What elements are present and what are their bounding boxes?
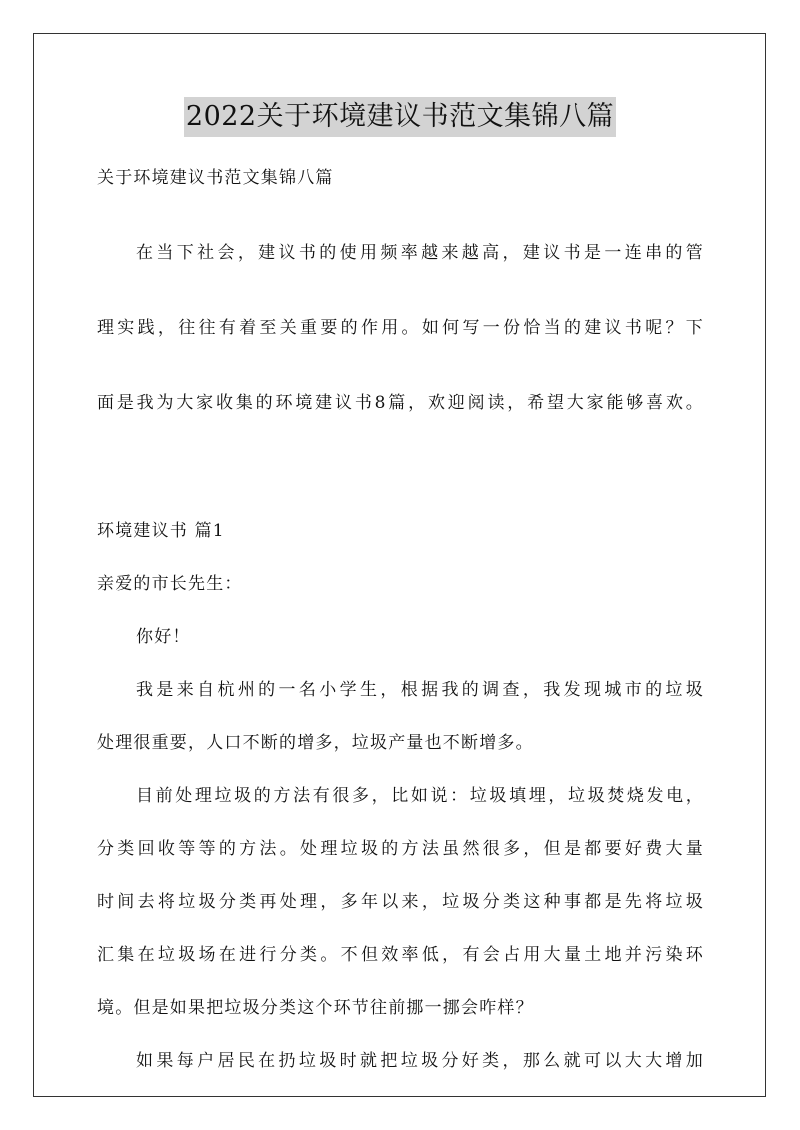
intro-line: 理实践，往往有着至关重要的作用。如何写一份恰当的建议书呢？下 [97,318,704,338]
section-heading: 环境建议书 篇1 [97,521,225,541]
intro-line: 面是我为大家收集的环境建议书8篇，欢迎阅读，希望大家能够喜欢。 [97,393,704,413]
salutation: 亲爱的市长先生： [97,574,243,594]
greeting: 你好！ [136,627,191,647]
document-title: 2022关于环境建议书范文集锦八篇 [184,97,616,137]
intro-line: 在当下社会，建议书的使用频率越来越高，建议书是一连串的管 [136,243,704,263]
paragraph-line: 汇集在垃圾场在进行分类。不但效率低，有会占用大量土地并污染环 [97,945,704,965]
paragraph-line: 我是来自杭州的一名小学生，根据我的调查，我发现城市的垃圾 [136,680,704,700]
document-subtitle: 关于环境建议书范文集锦八篇 [97,168,334,188]
paragraph-line: 目前处理垃圾的方法有很多，比如说：垃圾填埋，垃圾焚烧发电， [136,786,704,806]
paragraph-line: 时间去将垃圾分类再处理，多年以来，垃圾分类这种事都是先将垃圾 [97,892,704,912]
paragraph-line: 处理很重要，人口不断的增多，垃圾产量也不断增多。 [97,733,534,753]
paragraph-line: 如果每户居民在扔垃圾时就把垃圾分好类，那么就可以大大增加 [136,1051,704,1071]
paragraph-line: 境。但是如果把垃圾分类这个环节往前挪一挪会咋样？ [97,998,534,1018]
paragraph-line: 分类回收等等的方法。处理垃圾的方法虽然很多，但是都要好费大量 [97,839,704,859]
document-body [97,163,704,1077]
title-container [0,97,800,137]
